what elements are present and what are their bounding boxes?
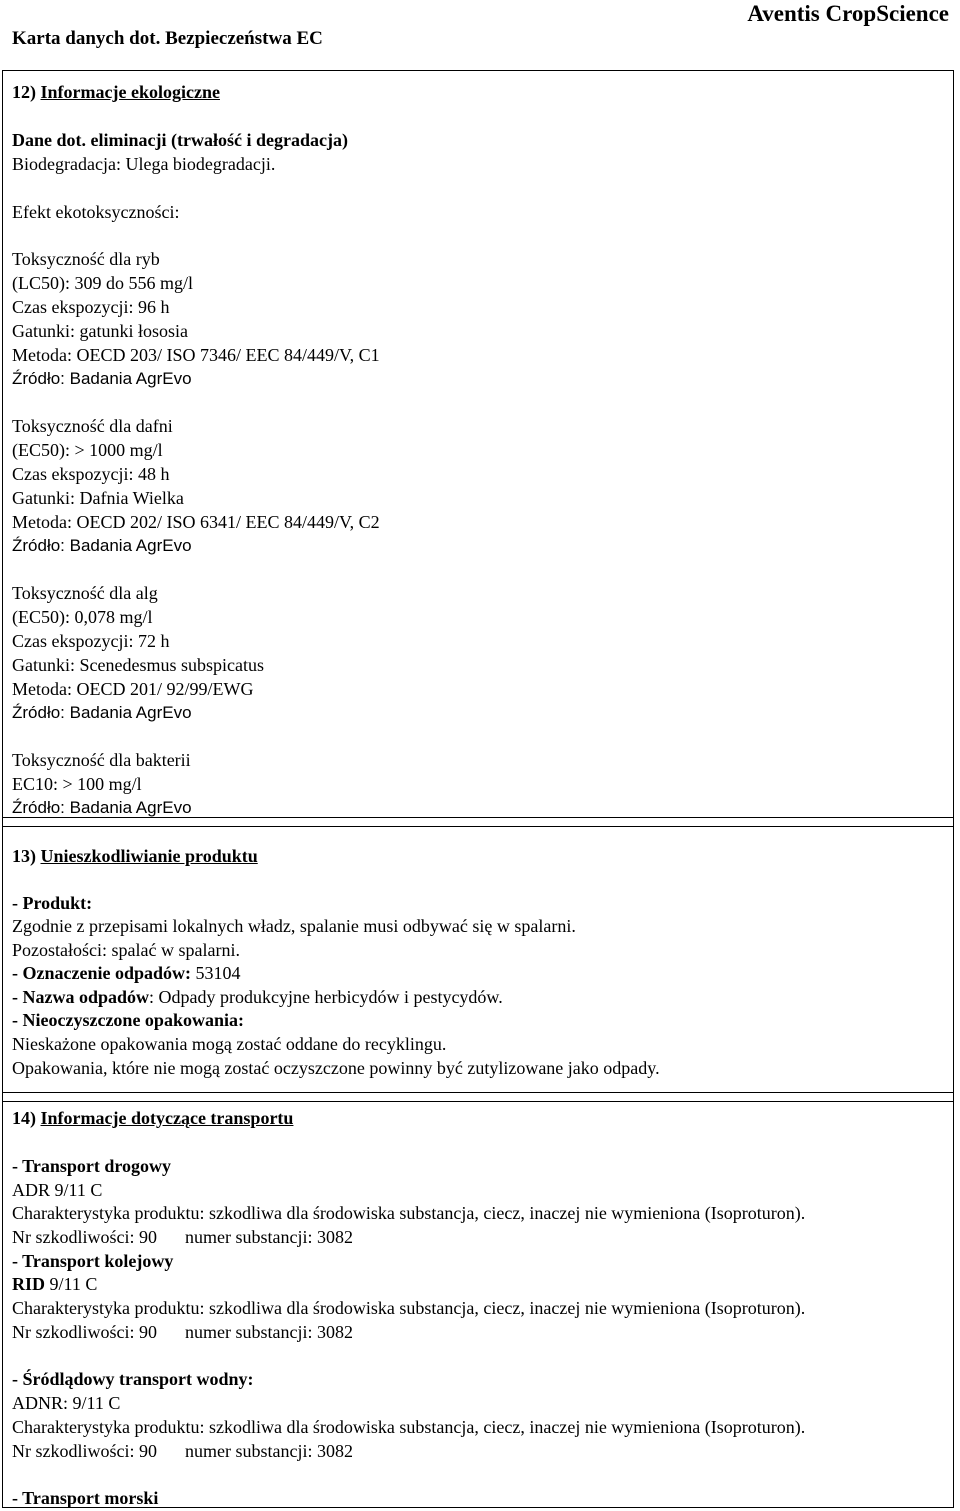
section-14-number: 14) [12,1108,36,1128]
inland-un-number: numer substancji: 3082 [184,1441,353,1461]
rail-transport-heading: - Transport kolejowy [12,1251,174,1271]
section-13-heading [12,845,258,867]
packaging-text-1: Nieskażone opakowania mogą zostać oddane do recyklingu. [12,1034,447,1054]
daphnia-species: Gatunki: Dafnia Wielka [12,488,184,508]
algae-exposure-time: Czas ekspozycji: 72 h [12,631,170,651]
rail-numbers [12,1321,353,1343]
inland-product-description: Charakterystyka produktu: szkodliwa dla środowiska substancja, ciecz, inaczej nie wymieniona (Isoproturon). [12,1417,806,1437]
fish-toxicity-title: Toksyczność dla ryb [12,249,160,269]
section-divider [2,1101,954,1102]
road-product-description: Charakterystyka produktu: szkodliwa dla środowiska substancja, ciecz, inaczej nie wymieniona (Isoproturon). [12,1203,806,1223]
waste-name-value: : Odpady produkcyjne herbicydów i pestycydów. [149,987,503,1007]
section-12-title: Informacje ekologiczne [40,82,220,102]
road-adr-class: ADR 9/11 C [12,1180,103,1200]
inland-adnr-class: ADNR: 9/11 C [12,1393,121,1413]
daphnia-ec50: (EC50): > 1000 mg/l [12,440,163,460]
waste-name-label: - Nazwa odpadów [12,987,150,1007]
fish-species: Gatunki: gatunki łososia [12,321,188,341]
rail-rid-label: RID [12,1274,46,1294]
rail-product-description: Charakterystyka produktu: szkodliwa dla środowiska substancja, ciecz, inaczej nie wymieniona (Isoproturon). [12,1298,806,1318]
rail-un-number: numer substancji: 3082 [184,1322,353,1342]
elimination-heading: Dane dot. eliminacji (trwałość i degradacja) [12,130,348,150]
rail-rid-value: 9/11 C [45,1274,98,1294]
fish-lc50: (LC50): 309 do 556 mg/l [12,273,193,293]
inland-numbers [12,1440,353,1462]
ecotoxicity-heading: Efekt ekotoksyczności: [12,202,180,222]
packaging-text-2: Opakowania, które nie mogą zostać oczyszczone powinny być zutylizowane jako odpady. [12,1058,660,1078]
product-label: - Produkt: [12,893,93,913]
company-name: Aventis CropScience [747,1,949,26]
section-divider [2,1092,954,1093]
waste-code-label: - Oznaczenie odpadów: [12,963,191,983]
product-disposal-text: Zgodnie z przepisami lokalnych władz, spalanie musi odbywać się w spalarni. [12,916,576,936]
section-14-title: Informacje dotyczące transportu [40,1108,294,1128]
rail-hazard-number: Nr szkodliwości: 90 [12,1322,157,1342]
section-12-heading [12,81,220,103]
waste-code [12,962,241,984]
waste-name [12,986,503,1008]
section-14-heading [12,1107,293,1129]
fish-source: Źródło: Badania AgrEvo [12,369,192,388]
algae-method: Metoda: OECD 201/ 92/99/EWG [12,679,254,699]
section-divider [2,826,954,827]
packaging-label: - Nieoczyszczone opakowania: [12,1010,244,1030]
waste-code-value: 53104 [191,963,241,983]
daphnia-toxicity-title: Toksyczność dla dafni [12,416,173,436]
daphnia-source: Źródło: Badania AgrEvo [12,536,192,555]
road-hazard-number: Nr szkodliwości: 90 [12,1227,157,1247]
fish-exposure-time: Czas ekspozycji: 96 h [12,297,170,317]
residues-text: Pozostałości: spalać w spalarni. [12,940,240,960]
document-title: Karta danych dot. Bezpieczeństwa EC [12,28,323,49]
road-un-number: numer substancji: 3082 [184,1227,353,1247]
section-13-title: Unieszkodliwianie produktu [40,846,258,866]
algae-source: Źródło: Badania AgrEvo [12,703,192,722]
algae-species: Gatunki: Scenedesmus subspicatus [12,655,264,675]
algae-toxicity-title: Toksyczność dla alg [12,583,158,603]
section-13-number: 13) [12,846,36,866]
bacteria-source: Źródło: Badania AgrEvo [12,798,192,817]
biodegradation-text: Biodegradacja: Ulega biodegradacji. [12,154,276,174]
daphnia-method: Metoda: OECD 202/ ISO 6341/ EEC 84/449/V, C2 [12,512,380,532]
fish-method: Metoda: OECD 203/ ISO 7346/ EEC 84/449/V, C1 [12,345,380,365]
road-numbers [12,1226,353,1248]
inland-waterway-heading: - Śródlądowy transport wodny: [12,1369,254,1389]
sea-transport-heading: - Transport morski [12,1488,159,1508]
road-transport-heading: - Transport drogowy [12,1156,172,1176]
bacteria-ec10: EC10: > 100 mg/l [12,774,142,794]
section-12-number: 12) [12,82,36,102]
algae-ec50: (EC50): 0,078 mg/l [12,607,153,627]
daphnia-exposure-time: Czas ekspozycji: 48 h [12,464,170,484]
bacteria-toxicity-title: Toksyczność dla bakterii [12,750,191,770]
rail-rid-class [12,1273,97,1295]
inland-hazard-number: Nr szkodliwości: 90 [12,1441,157,1461]
